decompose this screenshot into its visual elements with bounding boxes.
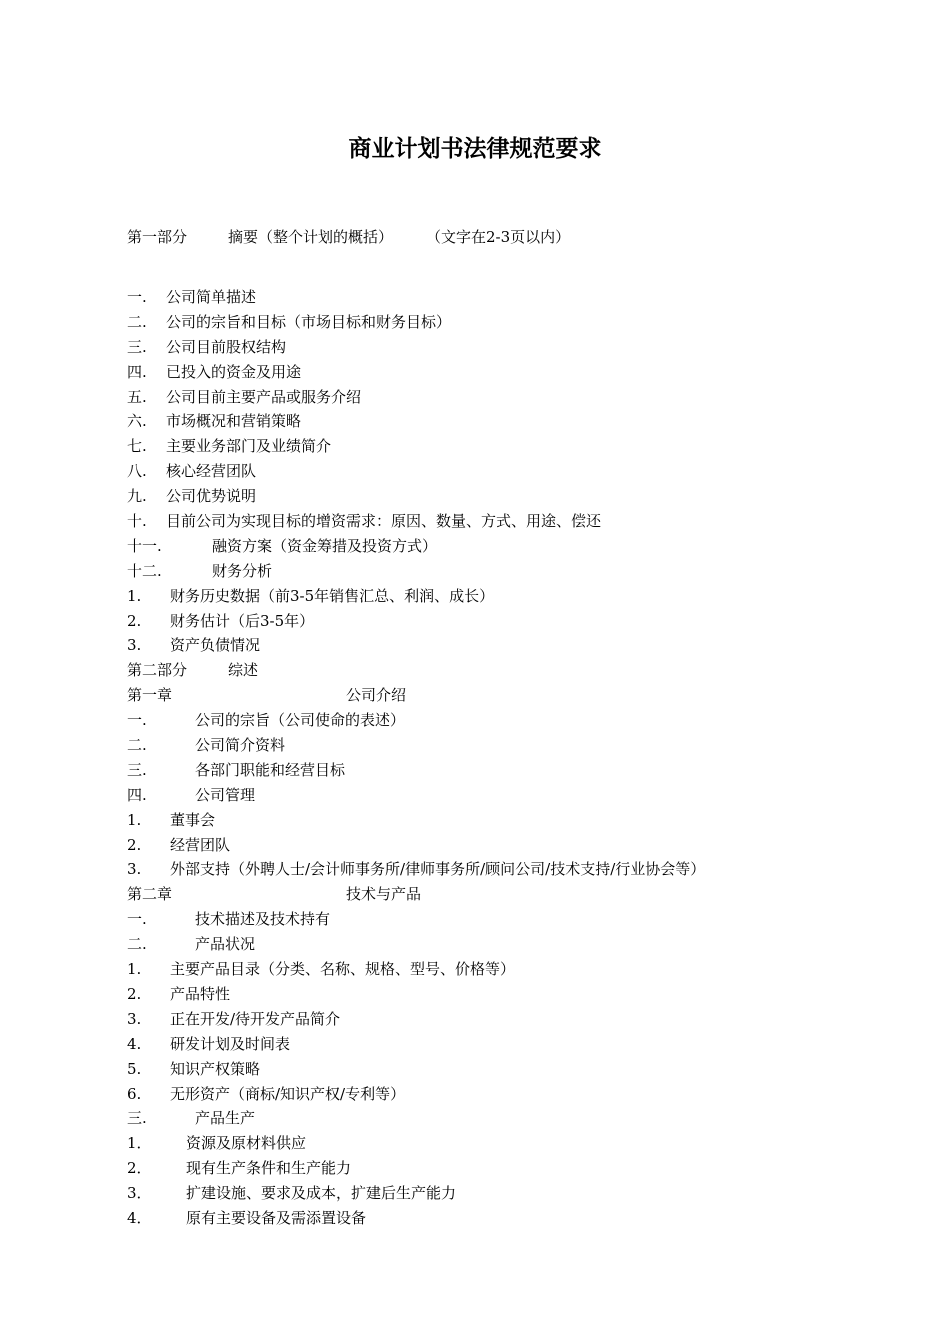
list-item-text: 知识产权策略 xyxy=(170,1059,261,1078)
list-item xyxy=(127,559,827,584)
list-item xyxy=(127,1057,827,1082)
list-item-number: 2. xyxy=(127,984,142,1003)
list-item xyxy=(127,1032,827,1057)
list-item-number: 十二. xyxy=(127,561,162,580)
list-item-number: 三. xyxy=(127,760,147,779)
list-item-text: 公司简单描述 xyxy=(166,288,257,306)
list-item-number: 八. xyxy=(127,462,147,481)
list-item-text: 公司管理 xyxy=(195,785,256,804)
list-item-text: 主要产品目录（分类、名称、规格、型号、价格等） xyxy=(170,960,516,979)
list-item xyxy=(127,783,827,808)
list-item-number: 五. xyxy=(127,387,147,406)
list-item xyxy=(127,932,827,957)
list-item-text: 原有主要设备及需添置设备 xyxy=(186,1208,367,1227)
list-item-text: 公司简介资料 xyxy=(195,736,286,755)
list-item-text: 研发计划及时间表 xyxy=(170,1034,291,1053)
part1-label: 第一部分 xyxy=(127,228,188,246)
document-body xyxy=(127,225,827,1231)
list-item-number: 3． xyxy=(127,1184,152,1203)
list-item-number: 四. xyxy=(127,785,147,804)
list-item-text: 董事会 xyxy=(170,810,216,829)
list-item-text: 主要业务部门及业绩简介 xyxy=(166,437,332,456)
list-item-text: 公司的宗旨和目标（市场目标和财务目标） xyxy=(166,312,452,331)
part2-name: 综述 xyxy=(228,661,259,680)
list-item-text: 公司目前主要产品或服务介绍 xyxy=(166,387,362,406)
list-item-number: 4． xyxy=(127,1208,152,1227)
list-item xyxy=(127,484,827,509)
list-item-number: 1． xyxy=(127,1134,152,1153)
part2-label: 第二部分 xyxy=(127,661,188,680)
list-item xyxy=(127,609,827,634)
list-item-number: 四. xyxy=(127,362,147,381)
list-item-text: 技术描述及技术持有 xyxy=(195,910,331,929)
part1-name: 摘要（整个计划的概括） xyxy=(228,228,394,246)
list-item xyxy=(127,1131,827,1156)
part1-heading xyxy=(127,225,827,249)
list-item xyxy=(127,808,827,833)
list-item xyxy=(127,633,827,658)
list-item-number: 六. xyxy=(127,412,147,431)
list-item-number: 1. xyxy=(127,586,142,605)
chapter1-name: 公司介绍 xyxy=(346,686,407,705)
chapter1-heading xyxy=(127,683,827,708)
list-item-text: 各部门职能和经营目标 xyxy=(195,760,346,779)
list-item-text: 已投入的资金及用途 xyxy=(166,362,302,381)
list-item-number: 二. xyxy=(127,312,147,331)
list-item-number: 3. xyxy=(127,636,142,655)
chapter2-heading xyxy=(127,882,827,907)
list-item-number: 九. xyxy=(127,487,147,506)
list-item xyxy=(127,833,827,858)
list-item xyxy=(127,285,827,310)
list-item-number: 6. xyxy=(127,1084,142,1103)
list-item-number: 2． xyxy=(127,1159,152,1178)
list-item-number: 2. xyxy=(127,835,142,854)
list-item-text: 市场概况和营销策略 xyxy=(166,412,302,431)
list-item xyxy=(127,708,827,733)
list-item-number: 一. xyxy=(127,910,147,929)
list-item-number: 4. xyxy=(127,1034,142,1053)
list-item-text: 产品特性 xyxy=(170,984,231,1003)
list-item xyxy=(127,1181,827,1206)
list-item-number: 三. xyxy=(127,337,147,356)
list-item-text: 财务分析 xyxy=(212,561,273,580)
list-item xyxy=(127,385,827,410)
list-item xyxy=(127,1156,827,1181)
list-item xyxy=(127,509,827,534)
list-item-text: 财务历史数据（前3-5年销售汇总、利润、成长） xyxy=(170,586,495,605)
list-item-text: 资产负债情况 xyxy=(170,636,261,655)
list-item xyxy=(127,907,827,932)
list-item xyxy=(127,1082,827,1107)
chapter2-name: 技术与产品 xyxy=(346,885,422,904)
list-item-number: 5. xyxy=(127,1059,142,1078)
list-item xyxy=(127,310,827,335)
list-item xyxy=(127,982,827,1007)
list-item-text: 核心经营团队 xyxy=(166,462,257,481)
list-item-text: 经营团队 xyxy=(170,835,231,854)
list-item-number: 一. xyxy=(127,288,147,306)
list-item-number: 十一. xyxy=(127,536,162,555)
list-item-text: 正在开发/待开发产品简介 xyxy=(170,1009,341,1028)
list-item-number: 二. xyxy=(127,736,147,755)
part1-note: （文字在2-3页以内） xyxy=(426,228,571,246)
list-item-text: 扩建设施、要求及成本，扩建后生产能力 xyxy=(186,1184,457,1203)
list-item xyxy=(127,335,827,360)
list-item-number: 1. xyxy=(127,810,142,829)
list-item-text: 公司优势说明 xyxy=(166,487,257,506)
chapter1-label: 第一章 xyxy=(127,686,173,705)
list-item xyxy=(127,957,827,982)
list-item-number: 3. xyxy=(127,1009,142,1028)
list-item-text: 融资方案（资金筹措及投资方式） xyxy=(212,536,438,555)
list-item-number: 3. xyxy=(127,860,142,879)
list-item-number: 2. xyxy=(127,611,142,630)
list-item xyxy=(127,459,827,484)
list-item-number: 二. xyxy=(127,935,147,954)
list-item xyxy=(127,1007,827,1032)
list-item-number: 三. xyxy=(127,1109,147,1128)
list-item xyxy=(127,1206,827,1231)
page-title: 商业计划书法律规范要求 xyxy=(348,136,602,162)
list-item-number: 七. xyxy=(127,437,147,456)
list-item-text: 公司的宗旨（公司使命的表述） xyxy=(195,711,406,730)
list-item-number: 一. xyxy=(127,711,147,730)
list-item-text: 产品生产 xyxy=(195,1109,256,1128)
list-item-text: 公司目前股权结构 xyxy=(166,337,287,356)
list-item xyxy=(127,733,827,758)
list-item xyxy=(127,857,827,882)
list-item xyxy=(127,360,827,385)
list-item xyxy=(127,409,827,434)
list-item xyxy=(127,534,827,559)
list-item-text: 无形资产（商标/知识产权/专利等） xyxy=(170,1084,406,1103)
list-item xyxy=(127,758,827,783)
list-item-text: 财务估计（后3-5年） xyxy=(170,611,315,630)
list-item-text: 现有生产条件和生产能力 xyxy=(186,1159,352,1178)
list-item-number: 1. xyxy=(127,960,142,979)
list-item-number: 十. xyxy=(127,512,147,531)
list-item xyxy=(127,1106,827,1131)
list-item xyxy=(127,434,827,459)
list-item-text: 目前公司为实现目标的增资需求：原因、数量、方式、用途、偿还 xyxy=(166,512,602,531)
chapter2-label: 第二章 xyxy=(127,885,173,904)
list-item-text: 产品状况 xyxy=(195,935,256,954)
list-item xyxy=(127,584,827,609)
part2-heading xyxy=(127,658,827,683)
list-item-text: 外部支持（外聘人士/会计师事务所/律师事务所/顾问公司/技术支持/行业协会等） xyxy=(170,860,706,879)
list-item-text: 资源及原材料供应 xyxy=(186,1134,307,1153)
